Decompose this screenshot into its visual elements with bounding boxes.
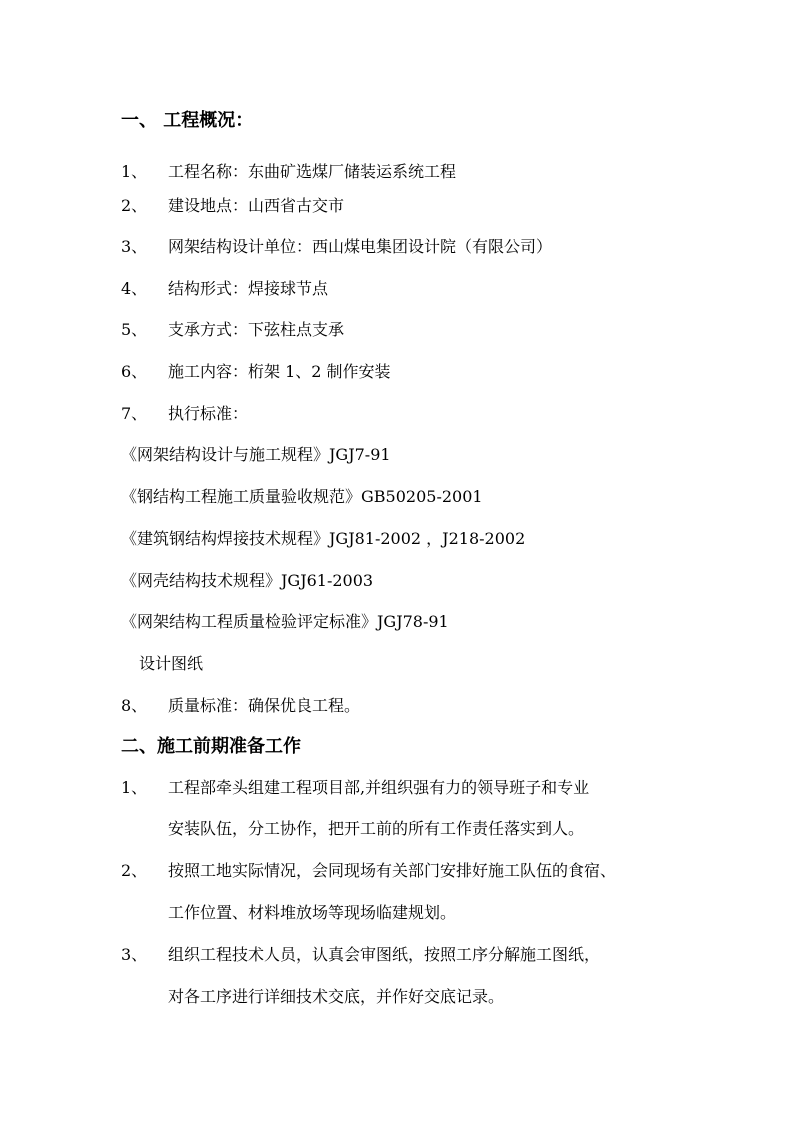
- item-text: 对各工序进行详细技术交底，并作好交底记录。: [168, 987, 505, 1006]
- item-number: 1、: [121, 778, 148, 797]
- item-number: 8、: [121, 696, 148, 715]
- standard-item: 《网架结构设计与施工规程》JGJ7-91: [121, 445, 391, 464]
- item-text: 组织工程技术人员，认真会审图纸，按照工序分解施工图纸，: [168, 945, 601, 964]
- item-number: 2、: [121, 861, 148, 880]
- item-number: 2、: [121, 196, 148, 215]
- item-text: 支承方式：下弦柱点支承: [168, 320, 345, 339]
- item-text: 按照工地实际情况，会同现场有关部门安排好施工队伍的食宿、: [168, 861, 617, 880]
- item-number: 4、: [121, 279, 148, 298]
- item-text: 工程部牵头组建工程项目部,并组织强有力的领导班子和专业: [168, 778, 590, 797]
- item-number: 7、: [121, 404, 148, 423]
- item-number: 1、: [121, 162, 148, 181]
- item-number: 3、: [121, 237, 148, 256]
- standard-item: 《网壳结构技术规程》JGJ61-2003: [121, 571, 374, 590]
- item-text: 工程名称：东曲矿选煤厂储装运系统工程: [168, 162, 457, 181]
- item-text: 网架结构设计单位：西山煤电集团设计院（有限公司）: [168, 237, 553, 256]
- item-text: 工作位置、材料堆放场等现场临建规划。: [168, 903, 457, 922]
- item-number: 3、: [121, 945, 148, 964]
- standard-item: 《网架结构工程质量检验评定标准》JGJ78-91: [121, 612, 449, 631]
- section1-heading: 一、 工程概况：: [121, 110, 254, 131]
- design-drawings: 设计图纸: [139, 654, 204, 673]
- item-text: 执行标准：: [168, 404, 249, 423]
- item-text: 建设地点：山西省古交市: [168, 196, 345, 215]
- item-text: 结构形式：焊接球节点: [168, 279, 329, 298]
- section2-heading: 二、施工前期准备工作: [121, 736, 301, 757]
- item-text: 安装队伍，分工协作，把开工前的所有工作责任落实到人。: [168, 819, 585, 838]
- item-text: 质量标准：确保优良工程。: [168, 696, 361, 715]
- item-number: 6、: [121, 362, 148, 381]
- standard-item: 《建筑钢结构焊接技术规程》JGJ81-2002 ，J218-2002: [121, 529, 526, 548]
- item-text: 施工内容：桁架 1、2 制作安装: [168, 362, 391, 381]
- standard-item: 《钢结构工程施工质量验收规范》GB50205-2001: [121, 487, 483, 506]
- item-number: 5、: [121, 320, 148, 339]
